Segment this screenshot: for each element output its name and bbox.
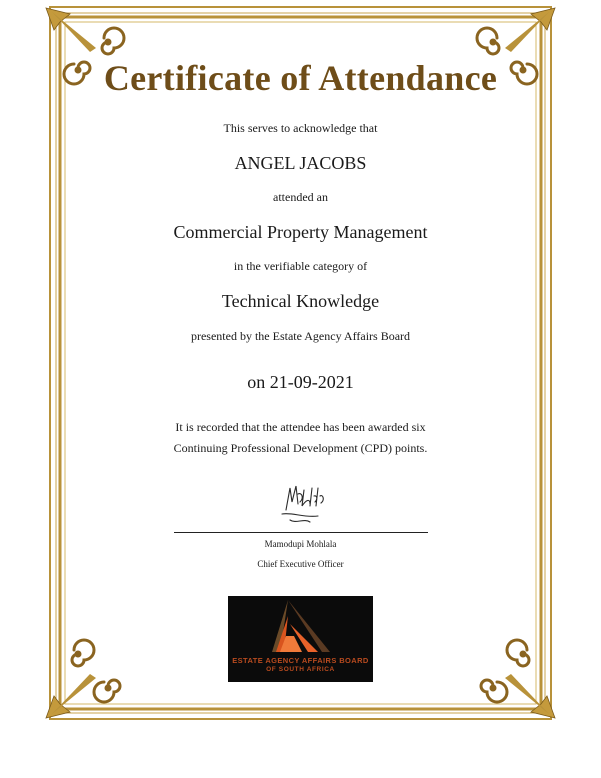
- award-text-line-2: Continuing Professional Development (CPD) points.: [173, 441, 428, 455]
- award-text-line-1: It is recorded that the attendee has been awarded six: [175, 420, 426, 434]
- signatory-name: Mamodupi Mohlala: [264, 539, 337, 549]
- attendance-date: on 21-09-2021: [247, 372, 354, 392]
- signature: [268, 480, 338, 528]
- attended-text: attended an: [273, 190, 328, 204]
- eaab-logo-subtext: OF SOUTH AFRICA: [266, 666, 335, 673]
- intro-text: This serves to acknowledge that: [223, 121, 378, 135]
- presented-by-text: presented by the Estate Agency Affairs Board: [190, 329, 411, 343]
- eaab-logo: [228, 596, 373, 682]
- category-intro-text: in the verifiable category of: [233, 259, 368, 273]
- eaab-logo-text: ESTATE AGENCY AFFAIRS BOARD: [232, 656, 369, 665]
- signatory-title: Chief Executive Officer: [257, 559, 344, 569]
- category-name: Technical Knowledge: [221, 291, 380, 311]
- certificate-title: Certificate of Attendance: [103, 58, 498, 98]
- course-name: Commercial Property Management: [173, 222, 428, 242]
- attendee-name: ANGEL JACOBS: [234, 153, 367, 173]
- signature-line: [174, 532, 428, 533]
